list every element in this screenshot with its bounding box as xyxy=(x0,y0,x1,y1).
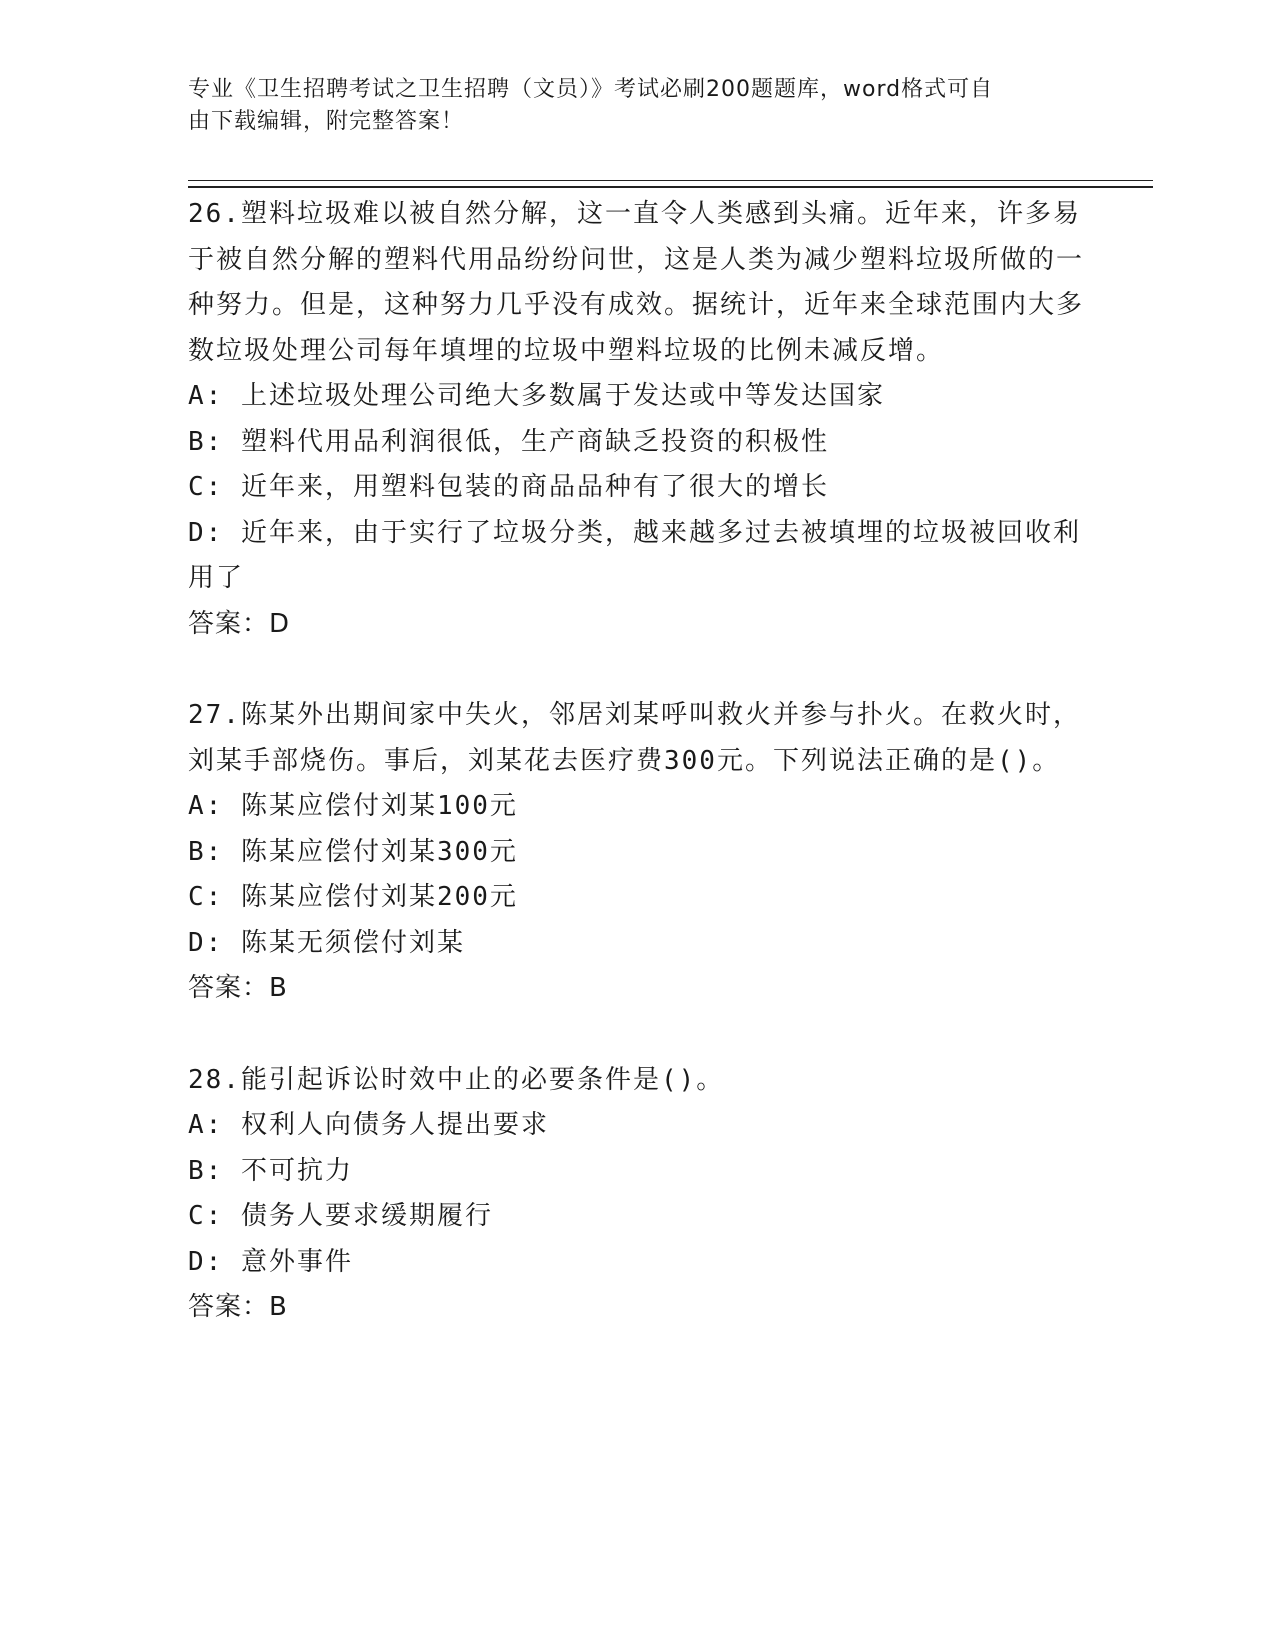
header-divider xyxy=(188,180,1153,188)
option-a: A: 陈某应偿付刘某100元 xyxy=(188,791,518,821)
option-a: A: 上述垃圾处理公司绝大多数属于发达或中等发达国家 xyxy=(188,381,885,411)
question-28 xyxy=(188,1058,1088,1331)
question-stem: 28.能引起诉讼时效中止的必要条件是()。 xyxy=(188,1064,725,1095)
option-c: C: 陈某应偿付刘某200元 xyxy=(188,882,518,912)
question-stem: 27.陈某外出期间家中失火，邻居刘某呼叫救火并参与扑火。在救火时，刘某手部烧伤。事后，刘某花去医疗费300元。下列说法正确的是()。 xyxy=(188,700,1081,776)
question-27 xyxy=(188,693,1088,1012)
answer: 答案：B xyxy=(188,1292,288,1322)
answer: 答案：D xyxy=(188,608,291,639)
header-line-2: 由下载编辑，附完整答案！ xyxy=(188,109,465,134)
option-b: B: 陈某应偿付刘某300元 xyxy=(188,836,518,867)
question-stem: 26.塑料垃圾难以被自然分解，这一直令人类感到头痛。近年来，许多易于被自然分解的塑料代用品纷纷问世，这是人类为减少塑料垃圾所做的一种努力。但是，这种努力几乎没有成效。据统计，近年来全球范围内大多数垃圾处理公司每年填埋的垃圾中塑料垃圾的比例未减反增。 xyxy=(188,199,1085,366)
option-c: C: 债务人要求缓期履行 xyxy=(188,1201,493,1231)
option-d: D: 陈某无须偿付刘某 xyxy=(188,927,465,958)
option-b: B: 塑料代用品利润很低，生产商缺乏投资的积极性 xyxy=(188,426,829,457)
option-d: D: 意外事件 xyxy=(188,1246,353,1277)
document-header xyxy=(188,74,1078,138)
question-26 xyxy=(188,192,1088,647)
option-a: A: 权利人向债务人提出要求 xyxy=(188,1110,549,1140)
header-line-1: 专业《卫生招聘考试之卫生招聘（文员）》考试必刷200题题库，word格式可自 xyxy=(188,77,994,102)
option-d: D: 近年来，由于实行了垃圾分类，越来越多过去被填埋的垃圾被回收利用了 xyxy=(188,517,1081,593)
option-b: B: 不可抗力 xyxy=(188,1155,353,1186)
option-c: C: 近年来，用塑料包装的商品品种有了很大的增长 xyxy=(188,472,829,502)
answer: 答案：B xyxy=(188,973,288,1003)
question-list xyxy=(188,192,1088,1377)
